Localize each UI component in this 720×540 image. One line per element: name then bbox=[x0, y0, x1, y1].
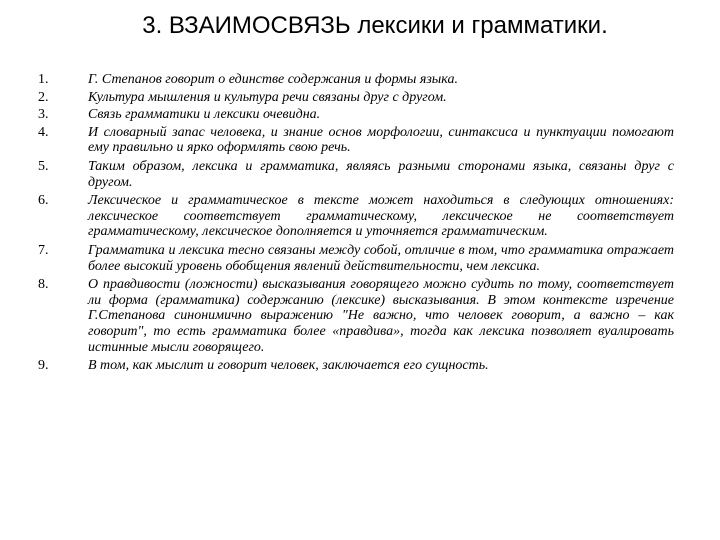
list-item bbox=[38, 159, 674, 190]
list-item bbox=[38, 72, 674, 88]
list-item bbox=[38, 277, 674, 355]
item-text: О правдивости (ложности) высказывания говорящего можно судить по тому, соответствует ли форма (грамматика) содержанию (лексике) высказывания. В этом контексте изречение Г.Степанова синонимично выражению "Не важно, что человек говорит, а важно – как говорит", то есть грамматика более «правдива», тогда как лексика позволяет вуалировать истинные мысли говорящего. bbox=[88, 277, 674, 355]
list-item bbox=[38, 125, 674, 156]
item-number: 8. bbox=[38, 277, 49, 293]
item-number: 1. bbox=[38, 72, 49, 87]
item-text: Грамматика и лексика тесно связаны между собой, отличие в том, что грамматика отражает более высокий уровень обобщения явлений действительности, чем лексика. bbox=[88, 242, 674, 274]
list-item bbox=[38, 107, 674, 123]
item-text: И словарный запас человека, и знание основ морфологии, синтаксиса и пунктуации помогают ему правильно и ярко оформлять свою речь. bbox=[88, 124, 674, 156]
item-text: В том, как мыслит и говорит человек, заключается его сущность. bbox=[88, 358, 489, 374]
item-text: Культура мышления и культура речи связаны друг с другом. bbox=[88, 89, 447, 105]
item-text: Таким образом, лексика и грамматика, являясь разными сторонами языка, связаны друг с другом. bbox=[88, 158, 674, 190]
item-text: Связь грамматики и лексики очевидна. bbox=[88, 107, 321, 123]
item-number: 3. bbox=[38, 107, 49, 123]
item-number: 6. bbox=[38, 193, 49, 209]
slide-title: 3. ВЗАИМОСВЯЗЬ лексики и грамматики. bbox=[142, 12, 608, 39]
numbered-list bbox=[38, 72, 674, 374]
list-item bbox=[38, 193, 674, 240]
item-number: 5. bbox=[38, 158, 49, 174]
list-item bbox=[38, 243, 674, 274]
list-item bbox=[38, 358, 674, 374]
item-number: 2. bbox=[38, 89, 49, 105]
item-number: 9. bbox=[38, 358, 49, 374]
item-text: Г. Степанов говорит о единстве содержания и формы языка. bbox=[88, 72, 458, 87]
list-item bbox=[38, 90, 674, 106]
item-number: 4. bbox=[38, 124, 49, 140]
item-number: 7. bbox=[38, 242, 49, 258]
item-text: Лексическое и грамматическое в тексте может находиться в следующих отношениях: лексическое соответствует грамматическому, лексическое не соответствует грамматическому, лексическое дополняется и уточняется грамматическим. bbox=[88, 193, 674, 240]
